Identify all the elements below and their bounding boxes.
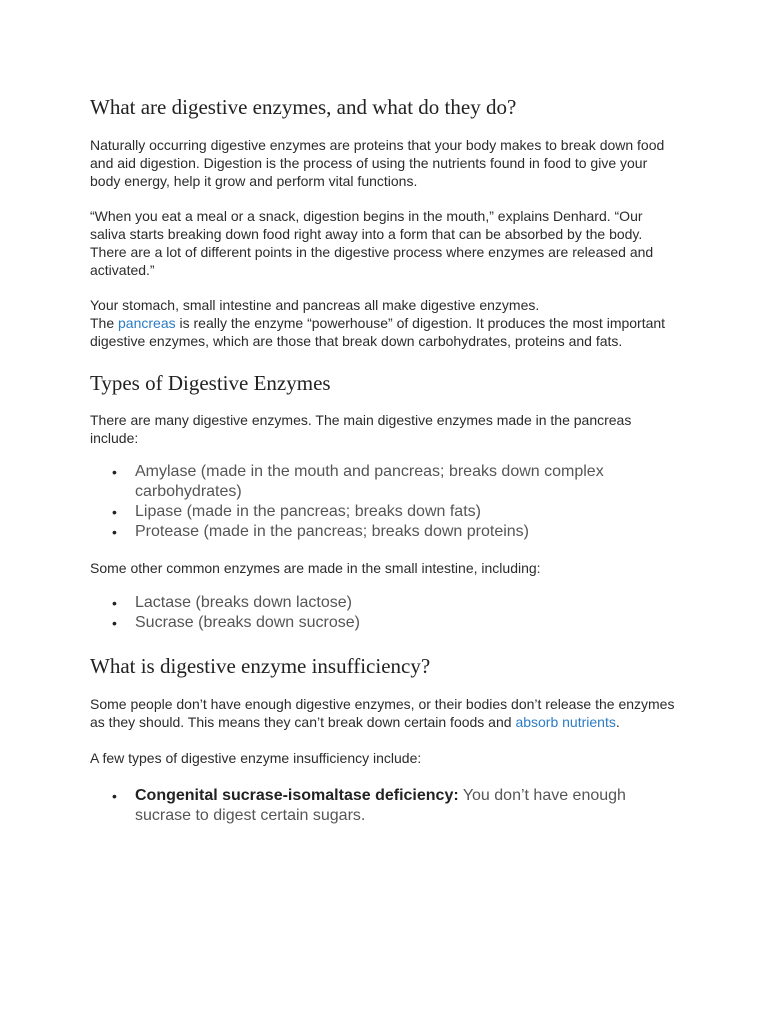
list-item: [90, 613, 680, 633]
list-item-text: Lipase (made in the pancreas; breaks down fats): [135, 503, 481, 520]
list-item-text: Sucrase (breaks down sucrose): [135, 614, 360, 631]
bullet-icon: •: [112, 595, 117, 611]
heading-digestive-enzymes: What are digestive enzymes, and what do they do?: [90, 95, 517, 119]
list-item-text: Lactase (breaks down lactose): [135, 594, 352, 611]
list-item-text: Protease (made in the pancreas; breaks down proteins): [135, 523, 529, 540]
paragraph-insufficiency-types: A few types of digestive enzyme insufficiency include:: [90, 750, 422, 766]
heading-insufficiency: What is digestive enzyme insufficiency?: [90, 654, 431, 678]
pancreas-link[interactable]: pancreas: [118, 315, 176, 331]
insufficiency-end: .: [615, 714, 620, 730]
deficiency-term: Congenital sucrase-isomaltase deficiency:: [135, 787, 459, 804]
list-item: [90, 502, 680, 522]
deficiency-desc: You don’t have enough sucrase to digest certain sugars.: [135, 787, 626, 824]
intestine-enzyme-list: [90, 593, 680, 633]
paragraph-quote: “When you eat a meal or a snack, digestion begins in the mouth,” explains Denhard. “Our saliva starts breaking down food right away into a form that can be absorbed by the body. There are a lot of different points in the digestive process where enzymes are released and activated.”: [90, 208, 654, 278]
pancreas-rest: is really the enzyme “powerhouse” of digestion. It produces the most important digestive enzymes, which are those that break down carbohydrates, proteins and fats.: [90, 315, 666, 349]
article-content: [90, 94, 680, 826]
paragraph-intestine-intro: Some other common enzymes are made in the small intestine, including:: [90, 560, 541, 576]
bullet-icon: •: [112, 464, 117, 480]
list-item: [90, 593, 680, 613]
pancreas-enzyme-list: [90, 462, 680, 542]
list-item-text: Amylase (made in the mouth and pancreas; breaks down complex carbohydrates): [135, 463, 604, 500]
heading-types: Types of Digestive Enzymes: [90, 371, 331, 395]
list-item: [90, 786, 680, 826]
insufficiency-text: Some people don’t have enough digestive enzymes, or their bodies don’t release the enzymes as they should. This means they can’t break down certain foods and: [90, 696, 675, 730]
paragraph-insufficiency: [90, 695, 680, 731]
bullet-icon: •: [112, 504, 117, 520]
list-item: [90, 522, 680, 542]
list-item: [90, 462, 680, 502]
organs-line: Your stomach, small intestine and pancreas all make digestive enzymes.: [90, 297, 540, 313]
bullet-icon: •: [112, 615, 117, 631]
absorb-nutrients-link[interactable]: absorb nutrients: [515, 714, 616, 730]
insufficiency-list: [90, 786, 680, 826]
paragraph-organs: [90, 296, 680, 350]
bullet-icon: •: [112, 788, 117, 804]
paragraph-intro: Naturally occurring digestive enzymes are proteins that your body makes to break down food and aid digestion. Digestion is the process of using the nutrients found in food to give your body energy, help it grow and perform vital functions.: [90, 137, 665, 189]
bullet-icon: •: [112, 524, 117, 540]
pancreas-lead: The: [90, 315, 119, 331]
paragraph-types-intro: There are many digestive enzymes. The main digestive enzymes made in the pancreas include:: [90, 412, 632, 446]
